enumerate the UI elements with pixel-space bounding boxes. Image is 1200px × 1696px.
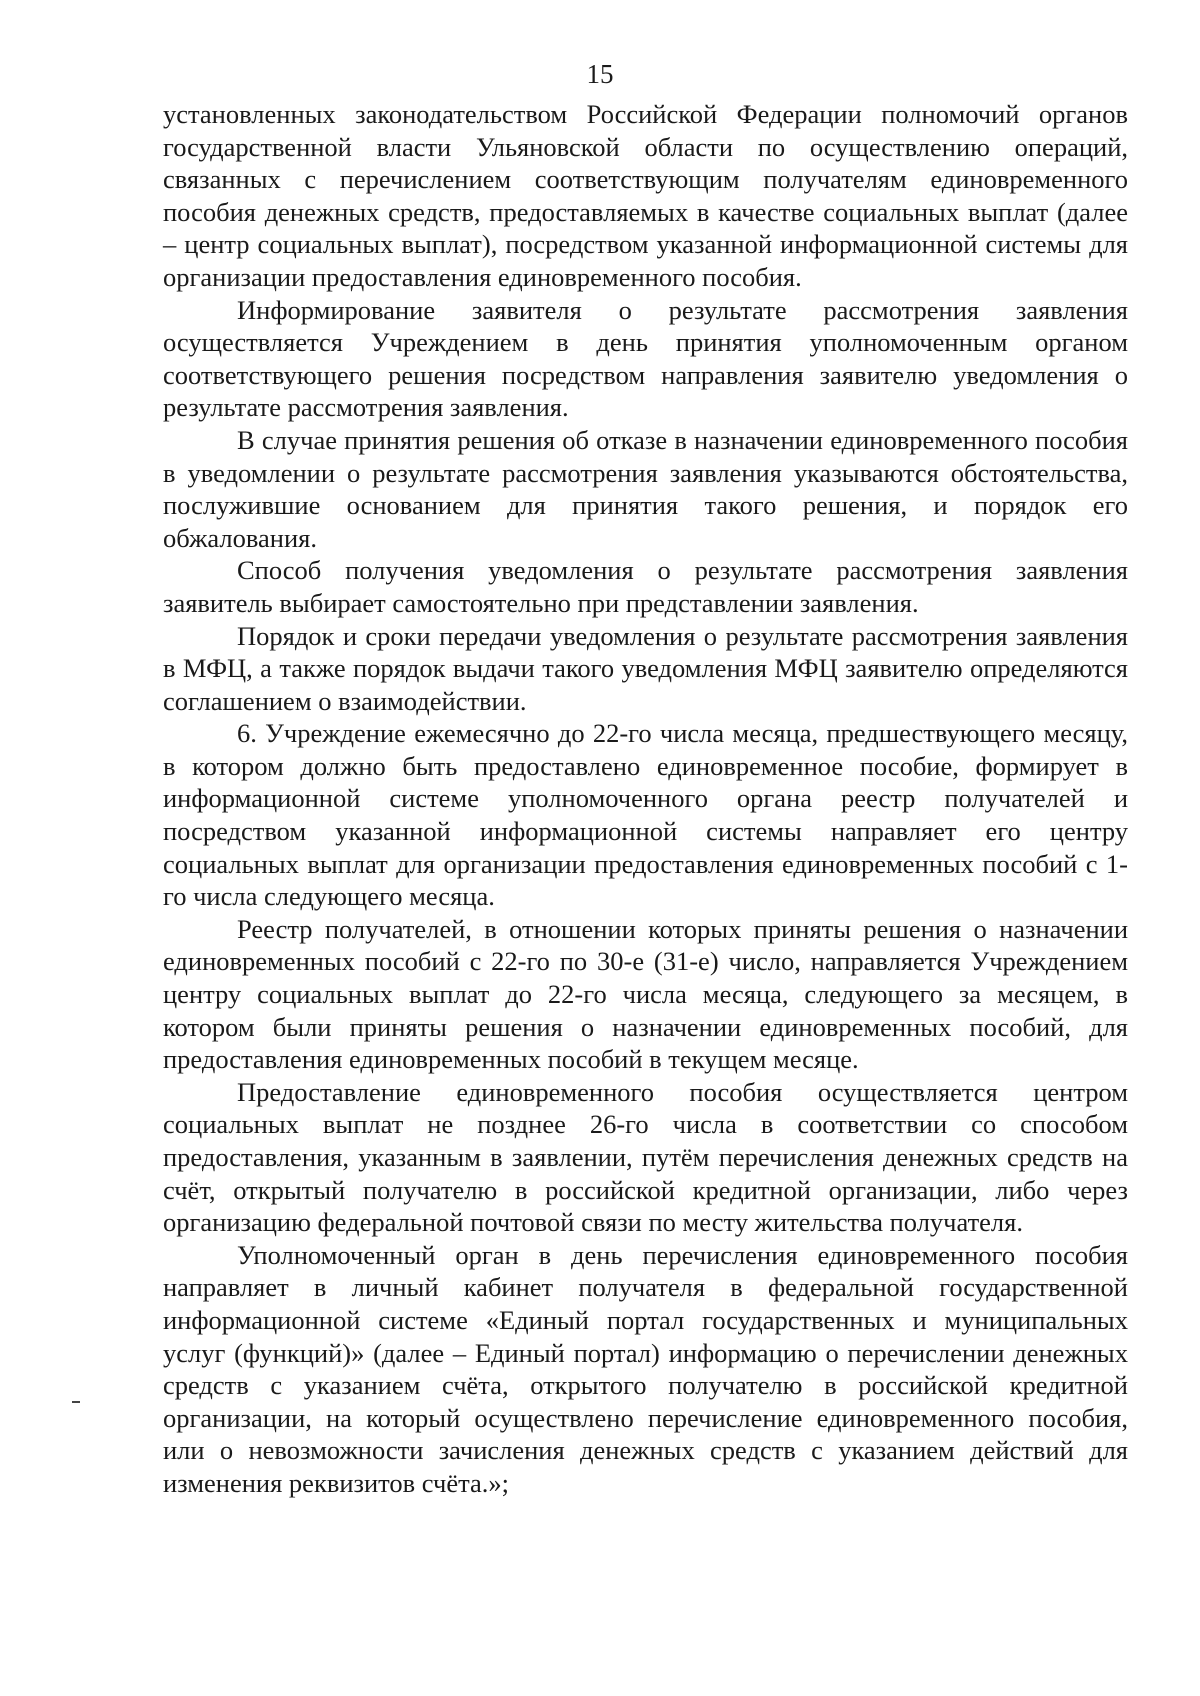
paragraph-authorized-body: Уполномоченный орган в день перечисления единовременного пособия направляет в личный кабинет получателя в федеральной государственной информационной системе «Единый портал государственных и муниципальных услуг (функций)» (далее – Единый портал) информацию о перечислении денежных средств с указанием счёта, открытого получателю в российской кредитной организации, на который осуществлено перечисление единовременного пособия, или о невозможности зачисления денежных средств с указанием действий для изменения реквизитов счёта.»; [163,1239,1128,1498]
paragraph-notification-method: Способ получения уведомления о результате рассмотрения заявления заявитель выбирает самостоятельно при представлении заявления. [163,555,1128,618]
paragraph-refusal-case: В случае принятия решения об отказе в назначении единовременного пособия в уведомлении о результате рассмотрения заявления указываются обстоятельства, послужившие основанием для принятия такого решения, и порядок его обжалования. [163,424,1128,553]
paragraph-informing-applicant: Информирование заявителя о результате рассмотрения заявления осуществляется Учреждением в день принятия уполномоченным органом соответствующего решения посредством направления заявителю уведомления о результате рассмотрения заявления. [163,294,1128,423]
page-number: 15 [586,59,614,89]
paragraph-recipients-registry: Реестр получателей, в отношении которых приняты решения о назначении единовременных пособий с 22-го по 30-е (31-е) число, направляется Учреждением центру социальных выплат до 22-го числа месяца, следующего за месяцем, в котором были приняты решения о назначении единовременных пособий, для предоставления единовременных пособий в текущем месяце. [163,913,1128,1075]
margin-mark [72,1401,80,1403]
paragraph-mfc-procedure: Порядок и сроки передачи уведомления о результате рассмотрения заявления в МФЦ, а также порядок выдачи такого уведомления МФЦ заявителю определяются соглашением о взаимодействии. [163,620,1128,716]
paragraph-continuation: установленных законодательством Российской Федерации полномочий органов государственной власти Ульяновской области по осуществлению операций, связанных с перечислением соответствующим получателям единовременного пособия денежных средств, предоставляемых в качестве социальных выплат (далее – центр социальных выплат), посредством указанной информационной системы для организации предоставления единовременного пособия. [163,99,1128,292]
paragraph-item-6: 6. Учреждение ежемесячно до 22-го числа месяца, предшествующего месяцу, в котором должно быть предоставлено единовременное пособие, формирует в информационной системе уполномоченного органа реестр получателей и посредством указанной информационной системы направляет его центру социальных выплат для организации предоставления единовременных пособий с 1-го числа следующего месяца. [163,718,1128,912]
paragraph-benefit-provision: Предоставление единовременного пособия осуществляется центром социальных выплат не позднее 26-го числа в соответствии со способом предоставления, указанным в заявлении, путём перечисления денежных средств на счёт, открытый получателю в российской кредитной организации, либо через организацию федеральной почтовой связи по месту жительства получателя. [163,1076,1128,1238]
document-body [163,98,1128,1500]
